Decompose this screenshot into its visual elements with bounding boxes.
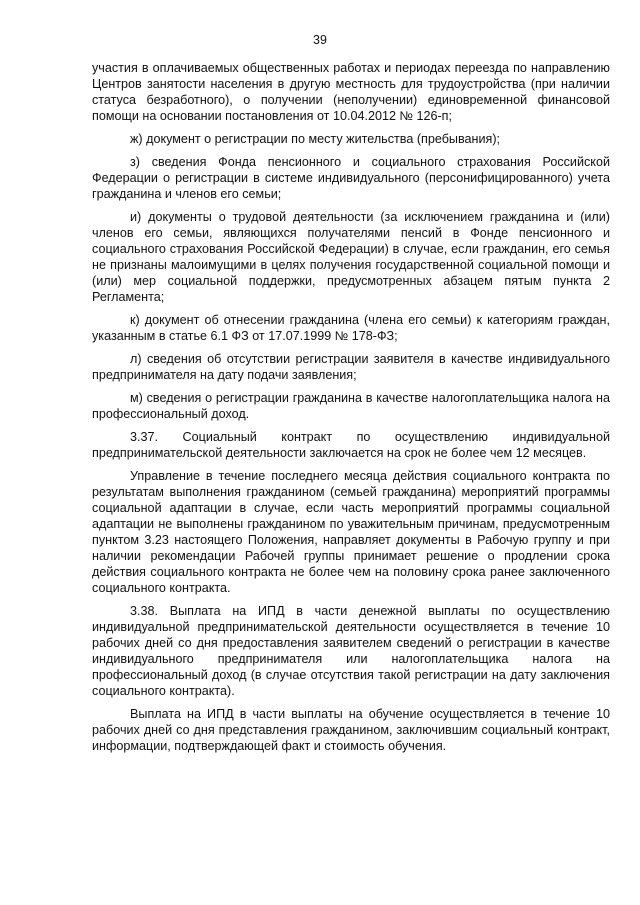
document-body <box>92 60 610 761</box>
clause-3-38: 3.38. Выплата на ИПД в части денежной выплаты по осуществлению индивидуальной предпринимательской деятельности осуществляется в течение 10 рабочих дней со дня предоставления заявителем сведений о регистрации в качестве индивидуального предпринимателя или налогоплательщика налога на профессиональный доход (в случае отсутствия такой регистрации на дату заключения социального контракта). <box>92 604 610 698</box>
list-item-k: к) документ об отнесении гражданина (члена его семьи) к категориям граждан, указанным в статье 6.1 ФЗ от 17.07.1999 № 178-ФЗ; <box>92 313 610 343</box>
paragraph-continuation: участия в оплачиваемых общественных работах и периодах переезда по направлению Центров занятости населения в другую местность для трудоустройства (при наличии статуса безработного), о получении (неполучении) единовременной финансовой помощи на основании постановления от 10.04.2012 № 126-п; <box>92 61 610 123</box>
list-item-m: м) сведения о регистрации гражданина в качестве налогоплательщика налога на профессиональный доход. <box>92 391 610 421</box>
paragraph-extension: Управление в течение последнего месяца действия социального контракта по результатам выполнения гражданином (семьей гражданина) мероприятий программы социальной адаптации в случае, если часть мероприятий программы социальной адаптации не выполнены гражданином по уважительным причинам, предусмотренным пунктом 3.23 настоящего Положения, направляет документы в Рабочую группу и при наличии рекомендации Рабочей группы принимает решение о продлении срока действия социального контракта не более чем на половину срока ранее заключенного социального контракта. <box>92 469 610 595</box>
list-item-z: з) сведения Фонда пенсионного и социального страхования Российской Федерации о регистрации в системе индивидуального (персонифицированного) учета гражданина и членов его семьи; <box>92 155 610 201</box>
paragraph-training-payment: Выплата на ИПД в части выплаты на обучение осуществляется в течение 10 рабочих дней со дня представления гражданином, заключившим социальный контракт, информации, подтверждающей факт и стоимость обучения. <box>92 707 610 753</box>
page-number: 39 <box>313 33 327 47</box>
list-item-zh: ж) документ о регистрации по месту жительства (пребывания); <box>130 132 501 146</box>
list-item-l: л) сведения об отсутствии регистрации заявителя в качестве индивидуального предпринимателя на дату подачи заявления; <box>92 352 610 382</box>
clause-3-37: 3.37. Социальный контракт по осуществлению индивидуальной предпринимательской деятельности заключается на срок не более чем 12 месяцев. <box>92 430 610 460</box>
list-item-i: и) документы о трудовой деятельности (за исключением гражданина и (или) членов его семьи, являющихся получателями пенсий в Фонде пенсионного и социального страхования Российской Федерации) в случае, если гражданин, его семья не признаны малоимущими в целях получения государственной социальной помощи и (или) мер социальной поддержки, предусмотренных абзацем пятым пункта 2 Регламента; <box>92 210 610 304</box>
